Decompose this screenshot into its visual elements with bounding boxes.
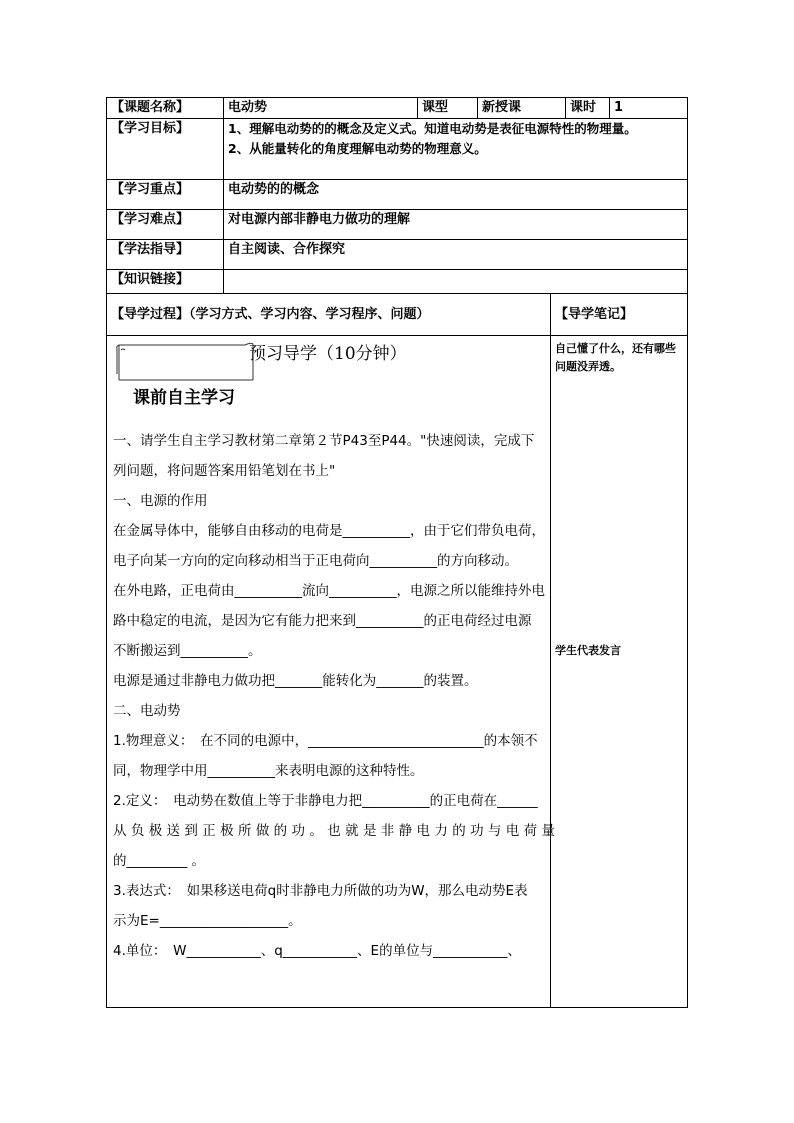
section-body — [113, 426, 555, 966]
notes-mid: 学生代表发言 — [555, 644, 621, 657]
line-13: 2.定义： 电动势在数值上等于非静电力把__________的正电荷在______ — [113, 793, 538, 809]
objectives-row — [107, 119, 688, 180]
line-16: 3.表达式： 如果移送电荷q时非静电力所做的功为W，那么电动势E表 — [113, 883, 528, 899]
line-2: 列问题，将问题答案用铅笔划在书上" — [113, 463, 336, 479]
section-subtitle: 课前自主学习 — [133, 388, 235, 408]
links-row — [107, 270, 688, 294]
line-9: 电源是通过非静电力做功把_______能转化为_______的装置。 — [113, 673, 478, 689]
type-value: 新授课 — [478, 98, 566, 119]
difficulties-label: 【学习难点】 — [107, 210, 224, 240]
method-row — [107, 240, 688, 270]
line-1: 一、请学生自主学习教材第二章第２节P43至P44。"快速阅读，完成下 — [113, 433, 535, 449]
difficulties-value: 对电源内部非静电力做功的理解 — [224, 210, 688, 240]
banner-title: 预习导学（10分钟） — [249, 344, 407, 364]
title-label: 【课题名称】 — [107, 98, 224, 119]
hours-label: 课时 — [566, 98, 610, 119]
scroll-banner-icon — [115, 342, 255, 382]
line-3: 一、电源的作用 — [113, 493, 208, 509]
line-12: 同，物理学中用__________来表明电源的这种特性。 — [113, 763, 424, 779]
objectives-value — [224, 119, 688, 180]
notes-label: 【导学笔记】 — [551, 294, 688, 336]
line-10: 二、电动势 — [113, 703, 181, 719]
line-6: 在外电路，正电荷由__________流向__________，电源之所以能维持外电 — [113, 583, 545, 599]
key-points-row — [107, 180, 688, 210]
process-header — [107, 294, 551, 336]
difficulties-row — [107, 210, 688, 240]
line-5: 电子向某一方向的定向移动相当于正电荷向__________的方向移动。 — [113, 553, 518, 569]
line-18: 4.单位： W___________、q___________、E的单位与___________、 — [113, 943, 521, 959]
lesson-plan-table — [106, 97, 688, 1008]
line-8: 不断搬运到__________。 — [113, 643, 262, 659]
key-points-label: 【学习重点】 — [107, 180, 224, 210]
main-content — [107, 336, 555, 1008]
type-label: 课型 — [418, 98, 478, 119]
notes-top: 自己懂了什么，还有哪些问题没弄透。 — [555, 342, 676, 373]
line-14: 从负极送到正极所做的功。也就是非静电力的功与电荷量 — [113, 823, 555, 839]
line-11: 1.物理意义： 在不同的电源中，__________________________的本领不 — [113, 733, 538, 749]
method-label: 【学法指导】 — [107, 240, 224, 270]
key-points-value: 电动势的的概念 — [224, 180, 688, 210]
content-row — [107, 336, 688, 1008]
header-row — [107, 98, 688, 119]
hours-value: 1 — [610, 98, 688, 119]
notes-column — [551, 336, 688, 1008]
process-desc: （学习方式、学习内容、学习程序、问题） — [189, 306, 430, 322]
links-label: 【知识链接】 — [107, 270, 224, 294]
line-4: 在金属导体中，能够自由移动的电荷是__________，由于它们带负电荷， — [113, 523, 545, 539]
line-17: 示为E=___________________。 — [113, 913, 302, 929]
objective-1: 1、理解电动势的的概念及定义式。知道电动势是表征电源特性的物理量。 — [228, 121, 637, 136]
line-7: 路中稳定的电流，是因为它有能力把来到__________的正电荷经过电源 — [113, 613, 532, 629]
line-15: 的_________ 。 — [113, 853, 206, 869]
objectives-label: 【学习目标】 — [107, 119, 224, 180]
title-value: 电动势 — [224, 98, 418, 119]
process-row — [107, 294, 688, 336]
process-label: 【导学过程】 — [111, 306, 190, 322]
method-value: 自主阅读、合作探究 — [224, 240, 688, 270]
links-value — [224, 270, 688, 294]
objective-2: 2、从能量转化的角度理解电动势的物理意义。 — [228, 141, 487, 156]
